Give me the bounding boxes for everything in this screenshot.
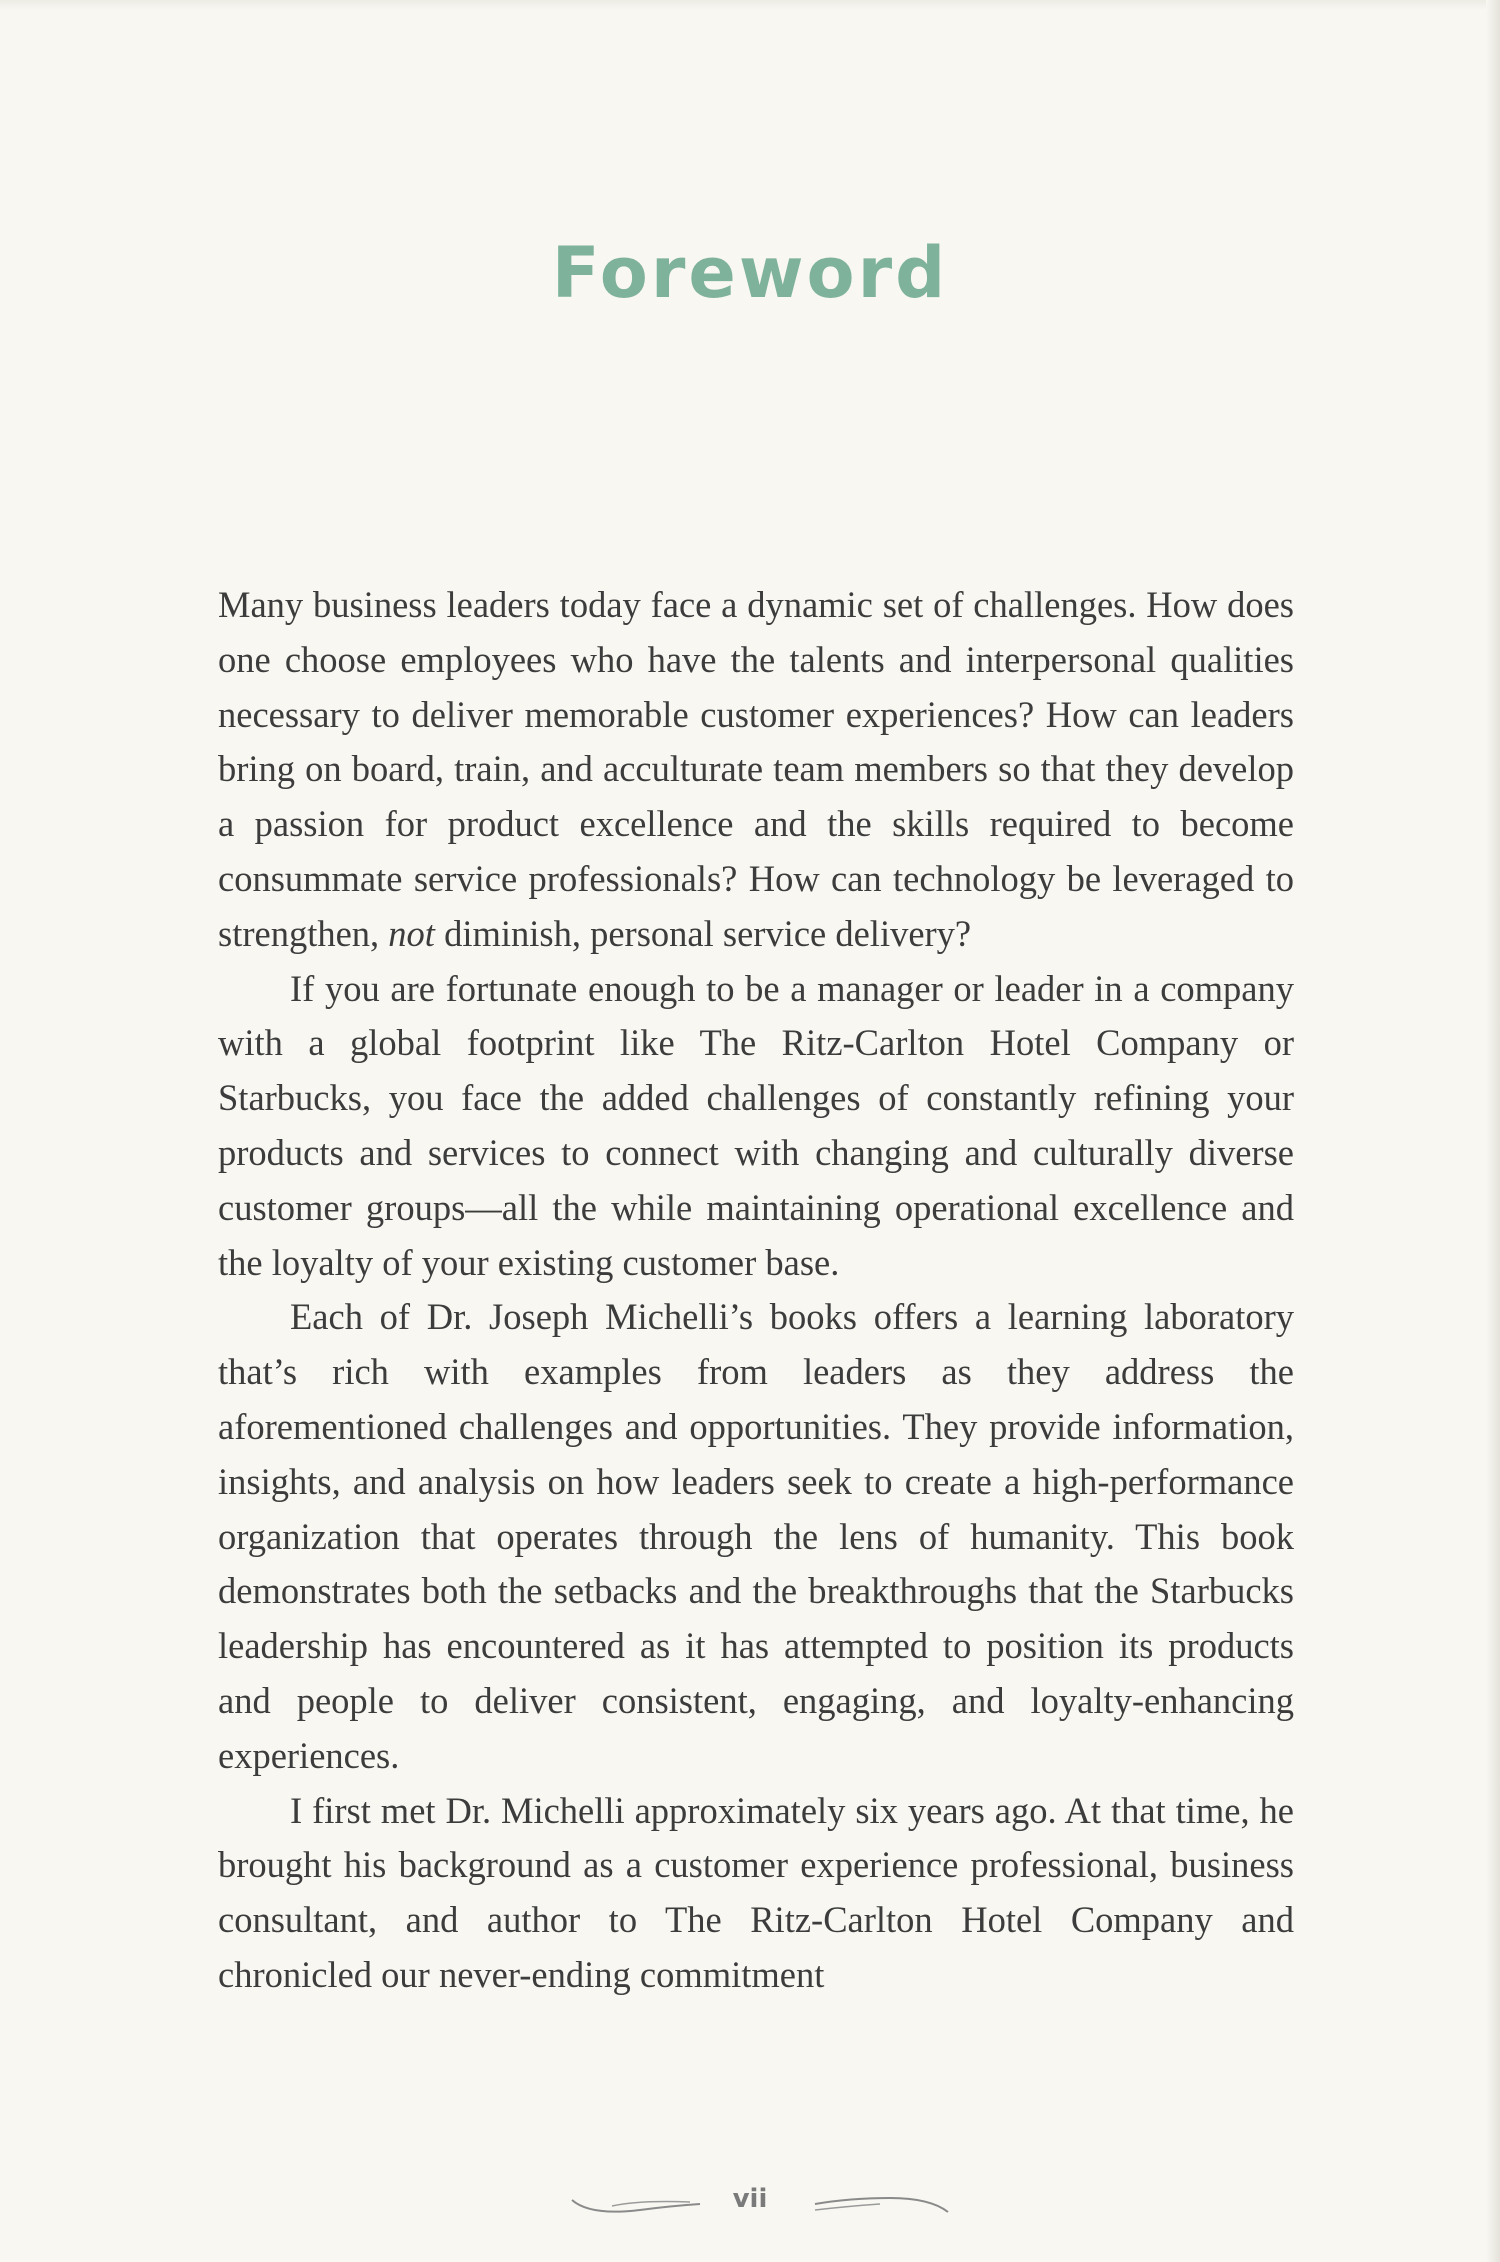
page-right-edge xyxy=(1486,0,1500,2262)
paragraph-3: Each of Dr. Joseph Michelli’s books offers a learning laboratory that’s rich with examples from leaders as they address the aforementioned challenges and opportunities. They provide information, insights, and analysis on how leaders seek to create a high-performance organization that operates through the lens of humanity. This book demonstrates both the setbacks and the breakthroughs that the Starbucks leadership has encountered as it has attempted to position its products and people to deliver consistent, engaging, and loyalty-enhancing experiences. xyxy=(218,1296,1294,1776)
chapter-title: Foreword xyxy=(551,232,949,314)
page-top-edge xyxy=(0,0,1500,10)
paragraph-1-text-after: diminish, personal service delivery? xyxy=(434,912,972,954)
footer-ornament-right-tail xyxy=(815,2204,880,2210)
paragraph-1-text-before: Many business leaders today face a dynamic set of challenges. How does one choose employees who have the talents and interpersonal qualities necessary to deliver memorable customer experiences? How can leaders bring on board, train, and acculturate team members so that they develop a passion for product excellence and the skills required to become consummate service professionals? How can technology be leveraged to strengthen, xyxy=(218,584,1294,954)
paragraph-4: I first met Dr. Michelli approximately six years ago. At that time, he brought his background as a customer experience professional, business consultant, and author to The Ritz-Carlton Hotel Company and chronicled our never-ending commitment xyxy=(218,1789,1294,1995)
paragraph-1-emphasis: not xyxy=(388,912,435,954)
paragraph-1 xyxy=(218,578,1294,962)
footer-ornament-right-swash xyxy=(815,2198,948,2212)
paragraph-2: If you are fortunate enough to be a manager or leader in a company with a global footprint like The Ritz-Carlton Hotel Company or Starbucks, you face the added challenges of constantly refining your products and services to connect with changing and culturally diverse customer groups—all the while maintaining operational excellence and the loyalty of your existing customer base. xyxy=(218,967,1294,1283)
page-number: vii xyxy=(732,2184,768,2214)
foreword-body xyxy=(218,578,1294,2003)
